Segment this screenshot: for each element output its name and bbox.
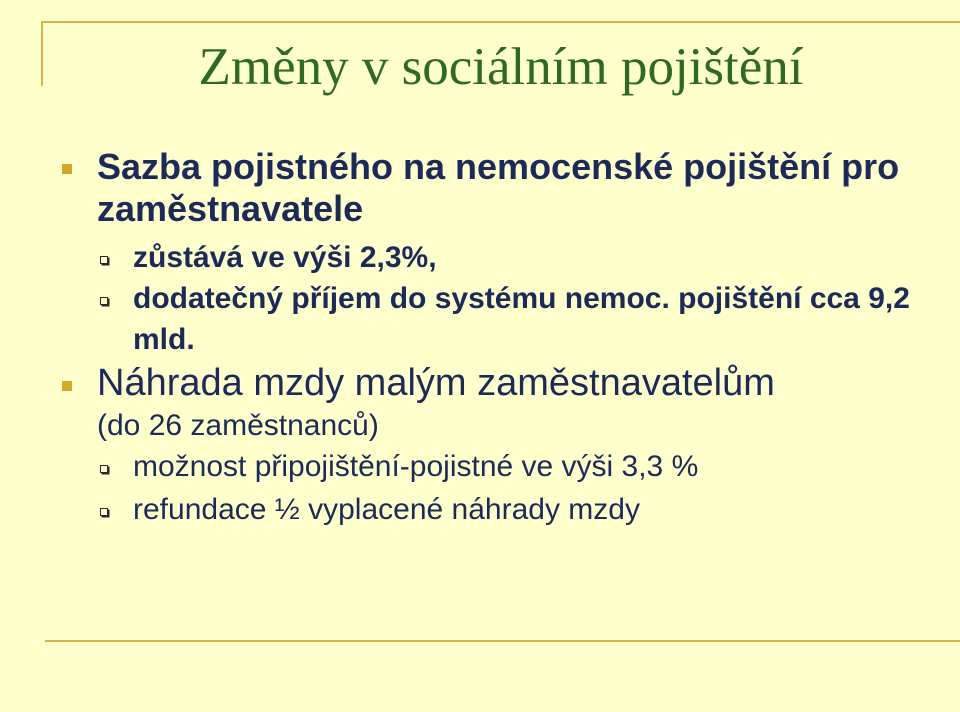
sub-bullet-text: možnost připojištění-pojistné ve výši 3,3 % <box>133 450 699 483</box>
top-rule <box>41 21 960 23</box>
bullet-note: (do 26 zaměstnanců) <box>97 409 379 442</box>
sub-bullet-text: dodatečný příjem do systému nemoc. pojištění cca 9,2 mld. <box>133 282 910 356</box>
sub-bullet-item <box>133 237 925 278</box>
bottom-rule <box>45 640 960 642</box>
shadowed-box-bullet-icon <box>100 508 108 516</box>
slide-title: Změny v sociálním pojištění <box>198 38 804 96</box>
filled-square-bullet-icon <box>62 164 72 174</box>
bullet-text: Náhrada mzdy malým zaměstnavatelům <box>97 362 775 404</box>
bullet-item <box>97 362 927 404</box>
filled-square-bullet-icon <box>62 381 72 391</box>
bullet-item <box>97 146 927 230</box>
sub-bullet-item <box>133 446 925 487</box>
sub-bullet-text: zůstává ve výši 2,3%, <box>133 241 437 274</box>
sub-bullet-text: refundace ½ vyplacené náhrady mzdy <box>133 493 640 526</box>
sub-bullet-item <box>133 278 925 360</box>
sub-bullet-item <box>133 489 925 530</box>
shadowed-box-bullet-icon <box>100 256 108 264</box>
bullet-text: Sazba pojistného na nemocenské pojištění pro zaměstnavatele <box>97 146 900 229</box>
shadowed-box-bullet-icon <box>100 465 108 473</box>
shadowed-box-bullet-icon <box>100 297 108 305</box>
